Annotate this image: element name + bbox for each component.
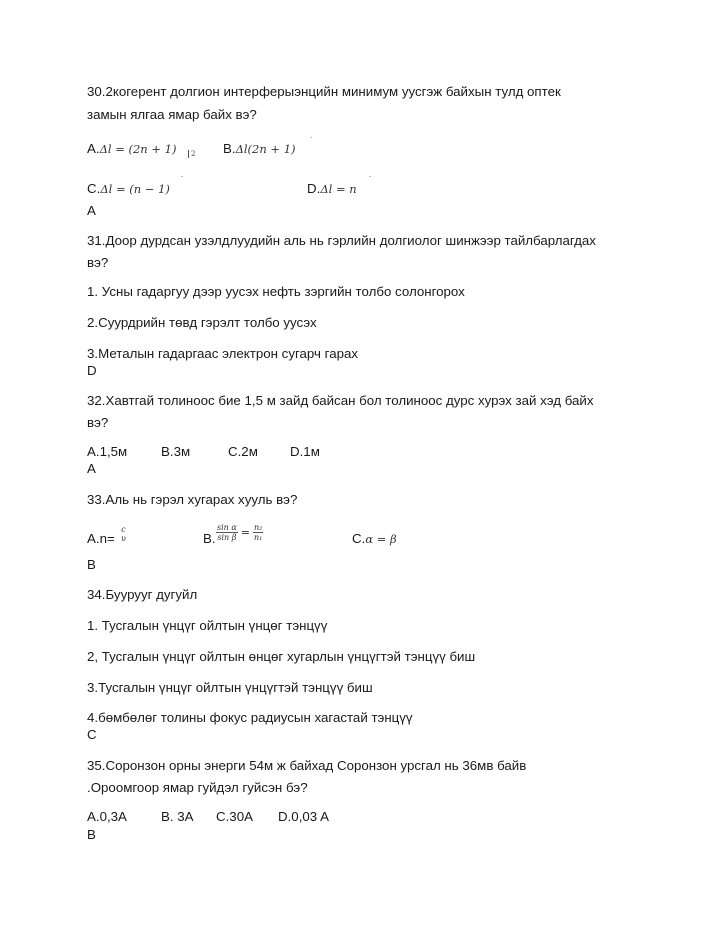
q34-option-4: 4.бөмбөлөг толины фокус радиусын хагастай тэнцүү: [87, 710, 413, 725]
q30-option-d-mark: ·: [369, 173, 372, 181]
q33-option-b-numerator-right: n₂: [253, 523, 263, 532]
q32-text-line2: вэ?: [87, 415, 109, 430]
q31-option-1: 1. Усны гадаргуу дээр уусэх нефть зэргийн толбо солонгорох: [87, 284, 465, 299]
q33-option-a: [87, 531, 115, 547]
q30-option-a-denominator: 2: [188, 150, 195, 158]
q30-text-line2: замын ялгаа ямар байх вэ?: [87, 107, 257, 122]
q30-option-b-formula: Δl(2n + 1): [235, 142, 296, 156]
q35-text-line1: 35.Соронзон орны энерги 54м ж байхад Соронзон урсгал нь 36мв байв: [87, 758, 527, 773]
q34-answer: C: [87, 727, 97, 742]
q30-text-line1: 30.2когерент долгион интерферыэнцийн минимум уусгэж байхын тулд оптек: [87, 84, 561, 99]
q33-text-line1: 33.Аль нь гэрэл хугарах хууль вэ?: [87, 492, 298, 507]
q30-option-b: [223, 141, 296, 157]
q31-option-3: 3.Металын гадаргаас электрон сугарч гарах: [87, 346, 359, 361]
q30-option-c: [87, 181, 170, 197]
q33-option-c-label: C.: [352, 531, 366, 546]
q31-text-line2: вэ?: [87, 255, 109, 270]
q30-option-a-label: A.: [87, 141, 100, 156]
q33-option-a-numerator: c: [121, 525, 126, 534]
q31-answer: D: [87, 363, 97, 378]
q33-option-b-denominator-left: sin β: [217, 533, 237, 542]
q35-text-line2: .Ороомгоор ямар гуйдэл гуйсэн бэ?: [87, 780, 308, 795]
q33-option-b: [203, 531, 216, 547]
q33-option-c-formula: α = β: [365, 532, 397, 546]
q35-option-a: A.0,3A: [87, 809, 127, 824]
q31-text-line1: 31.Доор дурдсан узэлдлуудийн аль нь гэрлийн долгиолог шинжээр тайлбарлагдах: [87, 233, 596, 248]
q32-option-b: B.3м: [161, 444, 191, 459]
q30-option-d-formula: Δl = n: [320, 182, 357, 196]
q34-text-line1: 34.Буурууг дугуйл: [87, 587, 198, 602]
q30-option-c-formula: Δl = (n − 1): [100, 182, 170, 196]
q30-option-d-label: D.: [307, 181, 321, 196]
q32-answer: A: [87, 461, 96, 476]
q32-option-c: C.2м: [228, 444, 258, 459]
q32-text-line1: 32.Хавтгай толиноос бие 1,5 м зайд байсан бол толиноос дурс хурэх зай хэд байх: [87, 393, 594, 408]
q33-option-a-denominator: υ: [121, 534, 126, 543]
q33-option-c: [352, 531, 397, 547]
q30-option-a: [87, 141, 176, 157]
q32-option-d: D.1м: [290, 444, 320, 459]
q33-option-b-numerator-left: sin α: [217, 523, 237, 532]
q31-option-2: 2.Суурдрийн төвд гэрэлт толбо уусэх: [87, 315, 317, 330]
q30-option-b-mark: ·: [310, 134, 313, 142]
q33-option-b-label: B.: [203, 531, 216, 546]
q35-option-d: D.0,03 A: [278, 809, 330, 824]
q35-option-c: C.30A: [216, 809, 253, 824]
q33-option-b-denominator-right: n₁: [253, 533, 263, 542]
q34-option-3: 3.Тусгалын үнцүг ойлтын үнцүгтэй тэнцүү биш: [87, 680, 373, 695]
q34-option-1: 1. Тусгалын үнцүг ойлтын үнцөг тэнцүү: [87, 618, 328, 633]
q30-option-d: [307, 181, 357, 197]
q33-option-a-label: A.n=: [87, 531, 115, 546]
q33-option-b-equals: =: [240, 526, 250, 539]
q30-option-c-label: C.: [87, 181, 101, 196]
q30-option-a-formula: Δl = (2n + 1): [99, 142, 177, 156]
q33-option-b-fraction-left: [216, 523, 238, 542]
q30-option-c-mark: ·: [181, 173, 184, 181]
q33-answer: B: [87, 557, 96, 572]
q35-answer: B: [87, 827, 96, 842]
q33-option-b-formula: [216, 523, 263, 542]
q33-option-a-fraction: [120, 525, 127, 543]
q30-option-b-label: B.: [223, 141, 236, 156]
q34-option-2: 2, Тусгалын үнцүг ойлтын өнцөг хугарлын үнцүгтэй тэнцүү биш: [87, 649, 476, 664]
q30-answer: A: [87, 203, 96, 218]
q32-option-a: A.1,5м: [87, 444, 128, 459]
q33-option-b-fraction-right: [253, 523, 263, 542]
q35-option-b: B. 3A: [161, 809, 194, 824]
